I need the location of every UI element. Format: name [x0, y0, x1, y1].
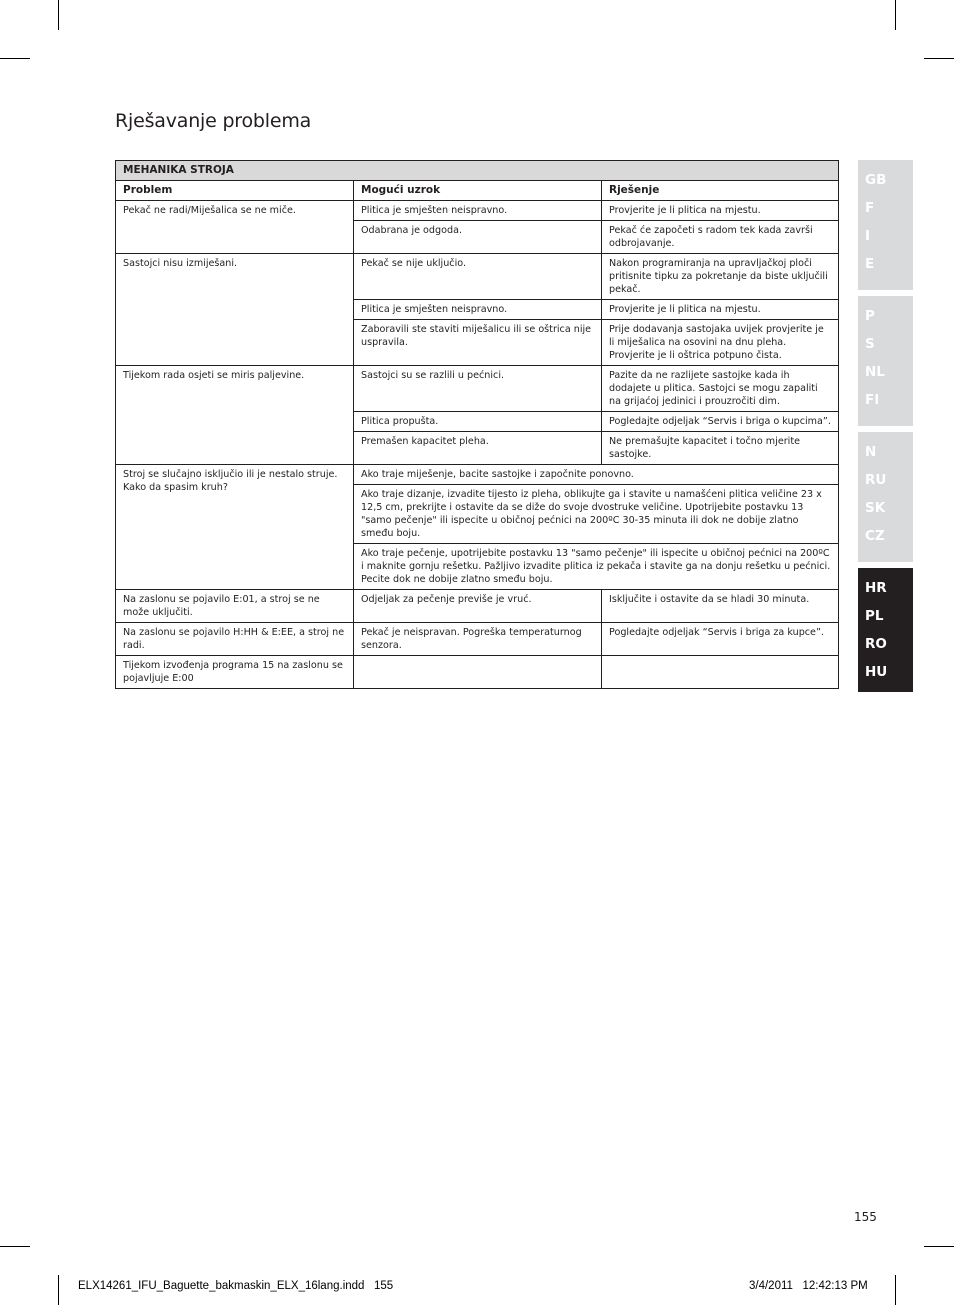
language-tab: RO: [865, 636, 887, 652]
cause-cell: Premašen kapacitet pleha.: [354, 432, 602, 465]
cause-cell: Sastojci su se razlili u pećnici.: [354, 366, 602, 412]
language-tab: CZ: [865, 528, 885, 544]
solution-cell: [602, 656, 839, 689]
table-row: [116, 590, 839, 623]
cause-cell: Plitica je smješten neispravno.: [354, 300, 602, 320]
solution-cell: Isključite i ostavite da se hladi 30 minuta.: [602, 590, 839, 623]
crop-mark: [895, 0, 896, 30]
crop-mark: [0, 1246, 30, 1247]
language-tab: FI: [865, 392, 880, 408]
cause-cell: Plitica je smješten neispravno.: [354, 201, 602, 221]
problem-cell: Tijekom izvođenja programa 15 na zaslonu se pojavljuje E:00: [116, 656, 354, 689]
language-tab-group: [858, 432, 913, 562]
problem-cell: Na zaslonu se pojavilo H:HH & E:EE, a stroj ne radi.: [116, 623, 354, 656]
cause-cell: Pekač je neispravan. Pogreška temperaturnog senzora.: [354, 623, 602, 656]
cause-cell: [354, 656, 602, 689]
solution-cell: Pogledajte odjeljak “Servis i briga za kupce”.: [602, 623, 839, 656]
language-tab-active: HR: [865, 580, 887, 596]
problem-cell: Na zaslonu se pojavilo E:01, a stroj se ne može uključiti.: [116, 590, 354, 623]
solution-cell: Nakon programiranja na upravljačkoj ploči pritisnite tipku za pokretanje da biste uključili pekač.: [602, 254, 839, 300]
solution-cell: Prije dodavanja sastojaka uvijek provjerite je li miješalica na osovini na dnu pleha. Provjerite je li oštrica potpuno čista.: [602, 320, 839, 366]
language-tab: F: [865, 200, 875, 216]
table-row: [116, 656, 839, 689]
page-number: 155: [854, 1210, 877, 1224]
problem-cell: Sastojci nisu izmiješani.: [116, 254, 354, 366]
column-header-cause: Mogući uzrok: [354, 181, 602, 201]
crop-mark: [0, 58, 30, 59]
table-header-row: [116, 181, 839, 201]
language-tab: P: [865, 308, 875, 324]
section-header: MEHANIKA STROJA: [116, 161, 839, 181]
page-title: Rješavanje problema: [115, 110, 312, 132]
crop-mark: [58, 0, 59, 30]
cause-cell: Pekač se nije uključio.: [354, 254, 602, 300]
solution-cell: Provjerite je li plitica na mjestu.: [602, 300, 839, 320]
language-tab-group: [858, 296, 913, 426]
crop-mark: [924, 58, 954, 59]
solution-cell: Pogledajte odjeljak “Servis i briga o kupcima”.: [602, 412, 839, 432]
table-row: [116, 465, 839, 485]
crop-mark: [895, 1275, 896, 1305]
crop-mark: [924, 1246, 954, 1247]
troubleshooting-table: [115, 160, 839, 689]
merged-solution-cell: Ako traje dizanje, izvadite tijesto iz pleha, oblikujte ga i stavite u namašćeni plitica veličine 23 x 12,5 cm, prekrijte i ostavite da se diže do svoje dvostruke veličine. Upotrijebite postavku 13 "samo pečenje" ili ispecite u običnoj pećnici na 200ºC 30-35 minuta ili dok ne dobije zlatno smeđu boju.: [354, 485, 839, 544]
table-row: [116, 254, 839, 300]
merged-solution-cell: Ako traje pečenje, upotrijebite postavku 13 "samo pečenje" ili ispecite u običnoj pećnici na 200ºC i maknite gornju rešetku. Pažljivo izvadite plitica iz pekača i stavite ga na donju rešetku u pećnici. Pecite dok ne dobije zlatno smeđu boju.: [354, 544, 839, 590]
cause-cell: Plitica propušta.: [354, 412, 602, 432]
language-tab-group: [858, 160, 913, 290]
language-tab: N: [865, 444, 877, 460]
table-section-row: [116, 161, 839, 181]
language-tab-group-active: [858, 568, 913, 692]
solution-cell: Pekač će započeti s radom tek kada završi odbrojavanje.: [602, 221, 839, 254]
table-row: [116, 201, 839, 221]
column-header-solution: Rješenje: [602, 181, 839, 201]
language-tab: S: [865, 336, 875, 352]
footer-filename: ELX14261_IFU_Baguette_bakmaskin_ELX_16lang.indd 155: [78, 1280, 394, 1292]
language-tab: I: [865, 228, 871, 244]
problem-cell: Pekač ne radi/Miješalica se ne miče.: [116, 201, 354, 254]
language-tab: RU: [865, 472, 887, 488]
language-tab: NL: [865, 364, 885, 380]
cause-cell: Zaboravili ste staviti miješalicu ili se oštrica nije uspravila.: [354, 320, 602, 366]
language-tab: GB: [865, 172, 887, 188]
problem-cell: Tijekom rada osjeti se miris paljevine.: [116, 366, 354, 465]
problem-cell: Stroj se slučajno isključio ili je nestalo struje. Kako da spasim kruh?: [116, 465, 354, 590]
cause-cell: Odabrana je odgoda.: [354, 221, 602, 254]
footer-timestamp: 3/4/2011 12:42:13 PM: [749, 1280, 868, 1292]
language-tab: E: [865, 256, 875, 272]
solution-cell: Provjerite je li plitica na mjestu.: [602, 201, 839, 221]
merged-solution-cell: Ako traje miješenje, bacite sastojke i započnite ponovno.: [354, 465, 839, 485]
language-tab: PL: [865, 608, 884, 624]
crop-mark: [58, 1275, 59, 1305]
cause-cell: Odjeljak za pečenje previše je vruć.: [354, 590, 602, 623]
table-row: [116, 366, 839, 412]
solution-cell: Pazite da ne razlijete sastojke kada ih dodajete u plitica. Sastojci se mogu zapaliti na grijaćoj jedinici i prouzročiti dim.: [602, 366, 839, 412]
solution-cell: Ne premašujte kapacitet i točno mjerite sastojke.: [602, 432, 839, 465]
language-tab: SK: [865, 500, 886, 516]
language-tab: HU: [865, 664, 888, 680]
column-header-problem: Problem: [116, 181, 354, 201]
table-row: [116, 623, 839, 656]
